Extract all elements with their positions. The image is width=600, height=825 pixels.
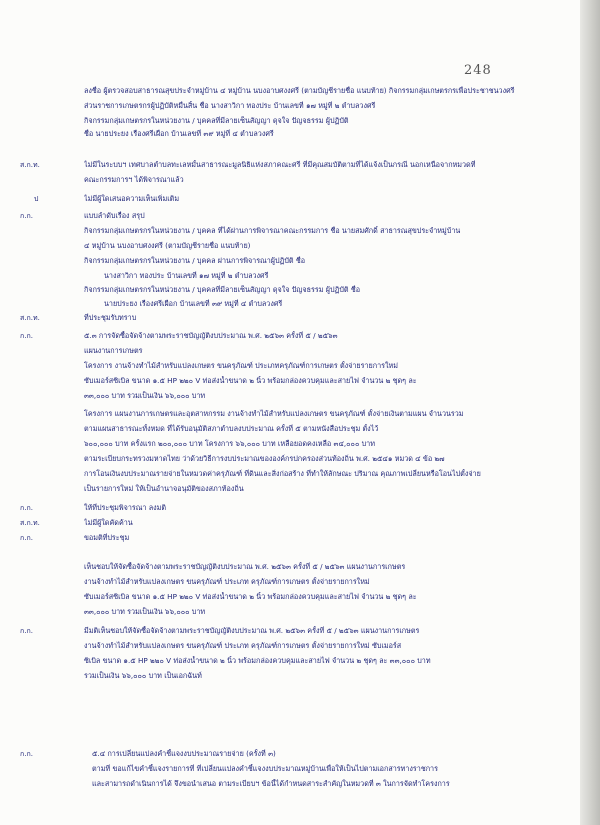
text-line: แบบลำดับเรื่อง สรุป [84, 211, 145, 220]
text-line: ขอมติที่ประชุม [84, 533, 130, 542]
text-line: กิจกรรมกลุ่มเกษตรกรในหน่วยงาน / บุคคลที่มีลายเซ็นสัญญา ดุจใจ ปัญจธรรม ผู้ปฏิบัติ ชื่อ [84, 285, 361, 294]
text-line: รวมเป็นเงิน ๖๖,๐๐๐ บาท เป็นเอกฉันท์ [84, 671, 202, 680]
text-line: ๕.๓ การจัดซื้อจัดจ้างตามพระราชบัญญัติงบประมาณ พ.ศ. ๒๕๖๓ ครั้งที่ ๕ / ๒๕๖๓ [84, 331, 338, 340]
text-line: ๕.๔ การเปลี่ยนแปลงคำชี้แจงงบประมาณรายจ่าย (ครั้งที่ ๓) [92, 749, 276, 758]
margin-note: ส.ก.ท. [20, 161, 40, 169]
text-line: คณะกรรมการฯ ได้พิจารณาแล้ว [84, 175, 184, 184]
margin-note: ก.ก. [20, 504, 33, 512]
text-line: ๔ หมู่บ้าน นบงอาบศงงศรี (ตามบัญชีรายชื่อ แนบท้าย) [84, 241, 251, 250]
margin-note: ก.ก. [20, 627, 33, 635]
margin-note: ส.ก.ท. [20, 314, 40, 322]
text-line: ลงชื่อ ผู้ตรวจสอบสาธารณสุขประจำหมู่บ้าน ๔ หมู่บ้าน นบงอาบศงงศรี (ตามบัญชีรายชื่อ แนบท้าย) กิจกรรมกลุ่มเกษตรกรเพื่อประชาชนวงศรี [84, 86, 515, 95]
text-line: ตามแผนสาธารณะทั้งหมด ที่ได้รับอนุมัติสภาตำบลงบประมาณ ครั้งที่ ๕ ตามหนังสือประชุม ตั้งไว้ [84, 424, 379, 433]
text-line: แผนงานการเกษตร [84, 346, 143, 355]
margin-note: ก.ก. [20, 212, 33, 220]
text-line: ไม่มีผู้ใดเสนอความเห็นเพิ่มเติม [84, 194, 180, 203]
text-line: ตามที่ ขอแก้ไขคำชี้แจงรายการที่ ที่เปลี่ยนแปลงคำชี้แจงงบประมาณหมู่บ้านเพื่อให้เป็นไปตามเอกสารทางราชการ [92, 764, 438, 773]
text-line: ซับเมอร์สซิเบิล ขนาด ๑.๕ HP ๒๒๐ V ท่อส่งน้ำขนาด ๒ นิ้ว พร้อมกล่องควบคุมและสายไฟ จำนวน ๒ ชุดๆ ละ [84, 592, 417, 601]
text-line: การโอนเงินงบประมาณรายจ่ายในหมวดค่าครุภัณฑ์ ที่ดินและสิ่งก่อสร้าง ที่ทำให้ลักษณะ ปริมาณ คุณภาพเปลี่ยนหรือโอนไปตั้งจ่าย [84, 469, 481, 478]
text-line: กิจกรรมกลุ่มเกษตรกรในหน่วยงาน / บุคคล ที่ได้ผ่านการพิจารณาคณะกรรมการ ชื่อ นายสมศักดิ์ สาธารณสุขประจำหมู่บ้าน [84, 226, 461, 235]
text-line: ไม่มีผู้ใดคัดค้าน [84, 518, 133, 527]
text-line: นางสาวิกา ทองประ บ้านเลขที่ ๑๗ หมู่ที่ ๒ ตำบลวงศรี [104, 271, 269, 280]
margin-note: ก.ก. [20, 332, 33, 340]
text-line: ซับเมอร์สซิเบิล ขนาด ๑.๕ HP ๒๒๐ V ท่อส่งน้ำขนาด ๒ นิ้ว พร้อมกล่องควบคุมและสายไฟ จำนวน ๒ ชุดๆ ละ [84, 376, 417, 385]
text-line: ๖๐๐,๐๐๐ บาท ครั้งแรก ๒๐๐,๐๐๐ บาท โครงการ ๖๖,๐๐๐ บาท เหลือยอดคงเหลือ ๓๔,๐๐๐ บาท [84, 439, 375, 448]
text-line: ๓๓,๐๐๐ บาท รวมเป็นเงิน ๖๖,๐๐๐ บาท [84, 391, 206, 400]
text-line: งานจ้างทำไม้สำหรับแปลงเกษตร ขนครุภัณฑ์ ประเภท ครุภัณฑ์การเกษตร ตั้งจ่ายรายการใหม่ [84, 577, 370, 586]
text-line: ส่วนราชการเกษตรกรผู้ปฏิบัติหมื่นสิ้น ชื่อ นางสาวิกา ทองประ บ้านเลขที่ ๑๗ หมู่ที่ ๒ ตำบลวงศรี [84, 101, 376, 110]
margin-note: ส.ก.ท. [20, 519, 40, 527]
text-line: กิจกรรมกลุ่มเกษตรกรในหน่วยงาน / บุคคล ผ่านการพิจารณาผู้ปฏิบัติ ชื่อ [84, 256, 306, 265]
text-line: ให้ที่ประชุมพิจารณา ลงมติ [84, 503, 167, 512]
text-line: เห็นชอบให้จัดซื้อจัดจ้างตามพระราชบัญญัติงบประมาณ พ.ศ. ๒๕๖๓ ครั้งที่ ๕ / ๒๕๖๓ แผนงานการเกษตร [84, 562, 406, 571]
page-number: 248 [464, 63, 492, 78]
text-line: ที่ประชุมรับทราบ [84, 313, 137, 322]
text-line: ซิเบิล ขนาด ๑.๕ HP ๒๒๐ V ท่อส่งน้ำขนาด ๒ นิ้ว พร้อมกล่องควบคุมและสายไฟ จำนวน ๒ ชุดๆ ละ ๓๓,๐๐๐ บาท [84, 656, 431, 665]
margin-note: ก.ก. [20, 534, 33, 542]
text-line: ไม่มีในระบบฯ เทศบาลตำบลทะเลหมั้นสาธารณะมูลนิธิแห่งสภาคณะศรี ที่มีคุณสมบัติตามที่ได้แจ้งเป็นกรณี นอกเหนือจากหมวดที่ [84, 160, 476, 169]
page-edge-shadow [580, 0, 600, 825]
margin-note: ก.ก. [20, 750, 33, 758]
text-line: ชื่อ นายประยง เรืองศรีเผือก บ้านเลขที่ ๓๙ หมู่ที่ ๔ ตำบลวงศรี [84, 129, 274, 138]
text-line: โครงการ งานจ้างทำไม้สำหรับแปลงเกษตร ขนครุภัณฑ์ ประเภทครุภัณฑ์การเกษตร ตั้งจ่ายรายการใหม่ [84, 361, 398, 370]
text-line: เป็นรายการใหม่ ให้เป็นอำนาจอนุมัติของสภาท้องถิ่น [84, 484, 244, 493]
text-line: ตามระเบียบกระทรวงมหาดไทย ว่าด้วยวิธีการงบประมาณขององค์กรปกครองส่วนท้องถิ่น พ.ศ. ๒๕๔๑ หมวด ๔ ข้อ ๒๗ [84, 454, 445, 463]
text-line: และสามารถดำเนินการได้ จึงขอนำเสนอ ตามระเบียบฯ ข้อนี้ได้กำหนดสาระสำคัญในหมวดที่ ๓ ในการจัดทำโครงการ [92, 779, 450, 788]
text-line: กิจกรรมกลุ่มเกษตรกรในหน่วยงาน / บุคคลที่มีลายเซ็นสัญญา ดุจใจ ปัญจธรรม ผู้ปฏิบัติ [84, 116, 349, 125]
text-line: มีมติเห็นชอบให้จัดซื้อจัดจ้างตามพระราชบัญญัติงบประมาณ พ.ศ. ๒๕๖๓ ครั้งที่ ๕ / ๒๕๖๓ แผนงานการเกษตร [84, 626, 420, 635]
margin-note: ป [34, 195, 39, 203]
text-line: ๓๓,๐๐๐ บาท รวมเป็นเงิน ๖๖,๐๐๐ บาท [84, 607, 206, 616]
text-line: โครงการ แผนงานการเกษตรและอุตสาหกรรม งานจ้างทำไม้สำหรับแปลงเกษตร ขนครุภัณฑ์ ตั้งจ่ายเงินตามแผน จำนวนรวม [84, 409, 464, 418]
text-line: งานจ้างทำไม้สำหรับแปลงเกษตร ขนครุภัณฑ์ ประเภท ครุภัณฑ์การเกษตร ตั้งจ่ายรายการใหม่ ซับเมอร์ส [84, 641, 402, 650]
text-line: นายประยง เรืองศรีเผือก บ้านเลขที่ ๓๙ หมู่ที่ ๔ ตำบลวงศรี [104, 299, 283, 308]
